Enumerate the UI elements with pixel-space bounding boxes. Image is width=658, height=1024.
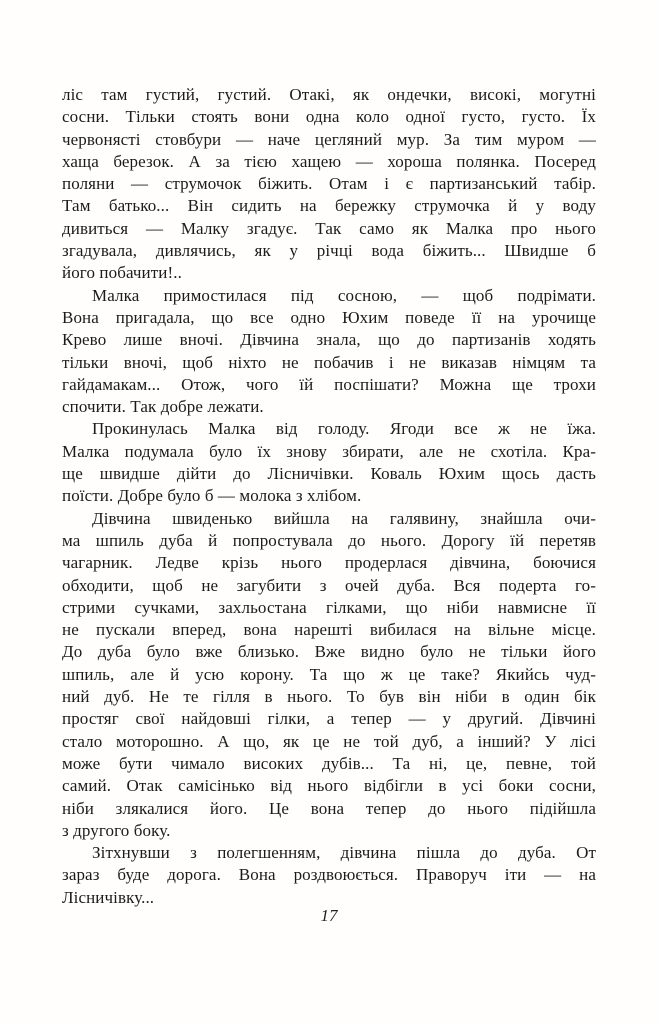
text-line: спочити. Так добре лежати. xyxy=(62,397,264,417)
text-line: До дуба було вже близько. Вже видно було не тільки його xyxy=(62,642,596,662)
text-line: Там батько... Він сидить на бережку струмочка й у воду xyxy=(62,196,596,216)
text-line: Малка подумала було їх знову збирати, але не схотіла. Кра- xyxy=(62,441,596,461)
text-line: ще швидше дійти до Лісничівки. Коваль Юхим щось дасть xyxy=(62,464,596,484)
text-line: поїсти. Добре було б — молока з хлібом. xyxy=(62,486,362,506)
page-text xyxy=(62,84,596,909)
text-line: не пускали вперед, вона нарешті вибилася на вільне місце. xyxy=(62,620,596,640)
text-line: його побачити!.. xyxy=(62,263,182,283)
paragraph xyxy=(62,285,596,419)
text-line: поляни — струмочок біжить. Отам і є партизанський табір. xyxy=(62,174,596,194)
text-line: Зітхнувши з полегшенням, дівчина пішла до дуба. От xyxy=(92,843,596,863)
text-line: ма шпиль дуба й попростувала до нього. Дорогу їй перетяв xyxy=(62,530,596,550)
text-line: чагарник. Ледве крізь нього продерлася дівчина, боючися xyxy=(62,553,596,573)
text-line: ний дуб. Не те гілля в нього. То був він ніби в один бік xyxy=(62,687,596,707)
text-line: з другого боку. xyxy=(62,820,171,840)
text-line: Вона пригадала, що все одно Юхим поведе її на урочище xyxy=(62,307,596,327)
text-line: Прокинулась Малка від голоду. Ягоди все ж не їжа. xyxy=(92,419,596,439)
text-line: Крево лише вночі. Дівчина знала, що до партизанів ходять xyxy=(62,330,596,350)
text-line: хаща березок. А за тією хащею — хороша полянка. Посеред xyxy=(62,151,596,171)
text-line: ліс там густий, густий. Отакі, як ондечки, високі, могутні xyxy=(62,85,596,104)
text-line: Дівчина швиденько вийшла на галявину, знайшла очи- xyxy=(92,508,596,528)
paragraph xyxy=(62,508,596,842)
text-line: самий. Отак самісінько від нього відбігли в усі боки сосни, xyxy=(62,776,596,796)
page-number: 17 xyxy=(320,906,338,925)
paragraph xyxy=(62,842,596,909)
text-line: Лісничівку... xyxy=(62,887,155,907)
text-line: обходити, щоб не загубити з очей дуба. Вся подерта го- xyxy=(62,575,596,595)
text-line: простяг свої найдовші гілки, а тепер — у другий. Дівчині xyxy=(62,709,596,729)
paragraph xyxy=(62,84,596,285)
text-line: зараз буде дорога. Вона роздвоюється. Праворуч іти — на xyxy=(62,865,596,885)
text-line: шпиль, але й усю корону. Та що ж це таке? Якийсь чуд- xyxy=(62,664,596,684)
text-line: червонясті стовбури — наче цегляний мур. За тим муром — xyxy=(62,129,596,149)
text-line: гайдамакам... Отож, чого їй поспішати? Можна ще трохи xyxy=(62,374,596,394)
text-line: сосни. Тільки стоять вони одна коло одної густо, густо. Їх xyxy=(62,107,596,127)
text-line: може бути чимало високих дубів... Та ні, це, певне, той xyxy=(62,753,596,773)
paragraph xyxy=(62,418,596,507)
text-line: стало моторошно. А що, як це не той дуб, а інший? У лісі xyxy=(62,731,596,751)
text-line: ніби злякалися його. Це вона тепер до нього підійшла xyxy=(62,798,596,818)
text-line: тільки вночі, щоб ніхто не побачив і не виказав німцям та xyxy=(62,352,596,372)
text-line: Малка примостилася під сосною, — щоб подрімати. xyxy=(92,285,596,305)
text-line: згадувала, дивлячись, як у річці вода біжить... Швидше б xyxy=(62,241,596,261)
text-line: стрими сучками, захльостана гілками, що ніби навмисне її xyxy=(62,597,596,617)
text-line: дивиться — Малку згадує. Так само як Малка про нього xyxy=(62,218,596,238)
